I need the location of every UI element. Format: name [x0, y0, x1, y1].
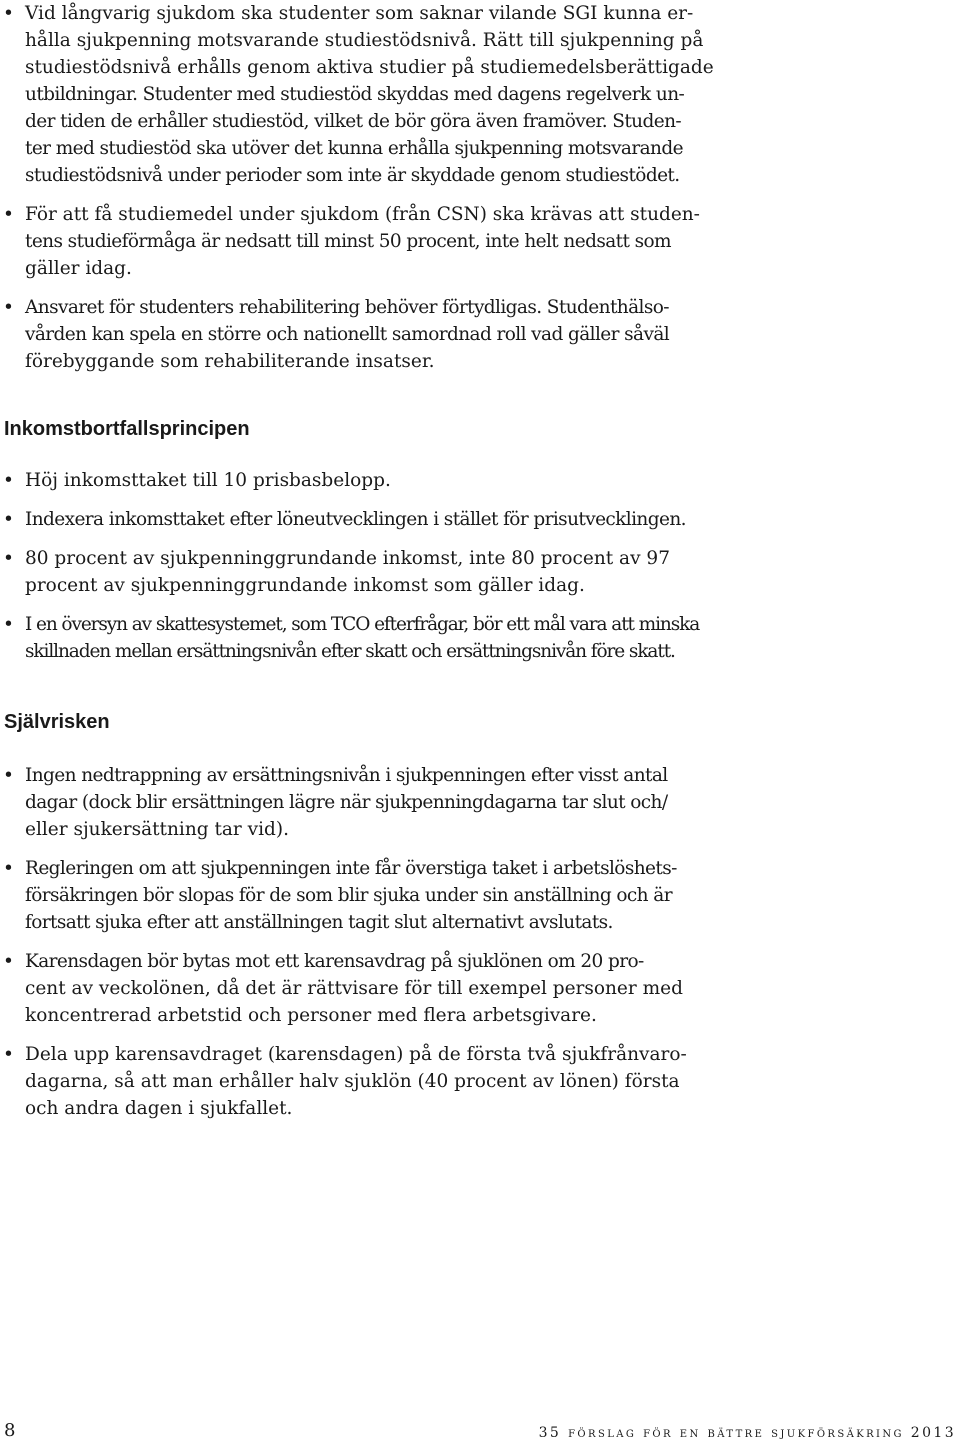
- text-line: skillnaden mellan ersättningsnivån efter skatt och ersättningsnivån före skatt.: [25, 641, 675, 662]
- text-line: utbildningar. Studenter med studiestöd skyddas med dagens regelverk un-: [25, 84, 685, 105]
- text-line: ter med studiestöd ska utöver det kunna erhålla sjukpenning motsvarande: [25, 138, 683, 159]
- bullet-icon: •: [3, 297, 14, 318]
- text-line: förebyggande som rehabiliterande insatser.: [25, 351, 435, 372]
- text-line: Karensdagen bör bytas mot ett karensavdrag på sjuklönen om 20 pro-: [25, 951, 644, 972]
- text-line: cent av veckolönen, då det är rättvisare för till exempel personer med: [25, 978, 683, 999]
- list-item: [0, 948, 730, 1029]
- text-line: hålla sjukpenning motsvarande studiestödsnivå. Rätt till sjukpenning på: [25, 30, 704, 51]
- text-line: studiestödsnivå erhålls genom aktiva studier på studiemedelsberättigade: [25, 57, 714, 78]
- text-line: gäller idag.: [25, 258, 132, 279]
- text-line: försäkringen bör slopas för de som blir sjuka under sin anställning och är: [25, 885, 672, 906]
- text-line: studiestödsnivå under perioder som inte är skyddade genom studiestödet.: [25, 165, 680, 186]
- text-line: För att få studiemedel under sjukdom (från CSN) ska krävas att studen-: [25, 204, 700, 225]
- bullet-list-inkomst: [0, 467, 730, 677]
- bullet-list-studenter: [0, 0, 730, 387]
- bullet-icon: •: [3, 765, 14, 786]
- running-footer-title: 35 förslag för en bättre sjukförsäkring 2013: [538, 1425, 956, 1441]
- text-line: och andra dagen i sjukfallet.: [25, 1098, 293, 1119]
- text-line: Ingen nedtrappning av ersättningsnivån i sjukpenningen efter visst antal: [25, 765, 668, 786]
- bullet-icon: •: [3, 3, 14, 24]
- list-item: [0, 506, 730, 533]
- list-item: [0, 294, 730, 375]
- bullet-icon: •: [3, 509, 14, 530]
- text-line: der tiden de erhåller studiestöd, vilket de bör göra även framöver. Studen-: [25, 111, 682, 132]
- text-line: Dela upp karensavdraget (karensdagen) på de första två sjukfrånvaro-: [25, 1044, 687, 1065]
- text-line: Vid långvarig sjukdom ska studenter som saknar vilande SGI kunna er-: [25, 3, 694, 24]
- section-heading: Inkomstbortfallsprincipen: [4, 418, 250, 440]
- text-line: I en översyn av skattesystemet, som TCO efterfrågar, bör ett mål vara att minska: [25, 614, 700, 635]
- text-line: procent av sjukpenninggrundande inkomst som gäller idag.: [25, 575, 585, 596]
- list-item: [0, 0, 730, 189]
- text-line: 80 procent av sjukpenninggrundande inkomst, inte 80 procent av 97: [25, 548, 670, 569]
- list-item: [0, 201, 730, 282]
- bullet-icon: •: [3, 858, 14, 879]
- text-line: dagarna, så att man erhåller halv sjuklön (40 procent av lönen) första: [25, 1071, 680, 1092]
- text-line: vården kan spela en större och nationellt samordnad roll vad gäller såväl: [25, 324, 670, 345]
- page-number: 8: [4, 1420, 16, 1441]
- text-line: fortsatt sjuka efter att anställningen tagit slut alternativt avslutats.: [25, 912, 613, 933]
- bullet-icon: •: [3, 614, 13, 635]
- bullet-icon: •: [3, 204, 14, 225]
- list-item: [0, 545, 730, 599]
- list-item: [0, 611, 730, 665]
- bullet-icon: •: [3, 951, 14, 972]
- section-heading: Självrisken: [4, 711, 110, 733]
- text-line: eller sjukersättning tar vid).: [25, 819, 289, 840]
- bullet-icon: •: [3, 470, 14, 491]
- list-item: [0, 762, 730, 843]
- text-line: Höj inkomsttaket till 10 prisbasbelopp.: [25, 470, 391, 491]
- list-item: [0, 467, 730, 494]
- bullet-icon: •: [3, 548, 14, 569]
- text-line: tens studieförmåga är nedsatt till minst 50 procent, inte helt nedsatt som: [25, 231, 671, 252]
- text-line: koncentrerad arbetstid och personer med flera arbetsgivare.: [25, 1005, 597, 1026]
- text-line: Regleringen om att sjukpenningen inte får överstiga taket i arbetslöshets-: [25, 858, 677, 879]
- text-line: Ansvaret för studenters rehabilitering behöver förtydligas. Studenthälso-: [25, 297, 669, 318]
- list-item: [0, 1041, 730, 1122]
- text-line: Indexera inkomsttaket efter löneutvecklingen i stället för prisutvecklingen.: [25, 509, 686, 530]
- text-line: dagar (dock blir ersättningen lägre när sjukpenningdagarna tar slut och/: [25, 792, 668, 813]
- bullet-icon: •: [3, 1044, 14, 1065]
- list-item: [0, 855, 730, 936]
- bullet-list-sjalvrisk: [0, 762, 730, 1134]
